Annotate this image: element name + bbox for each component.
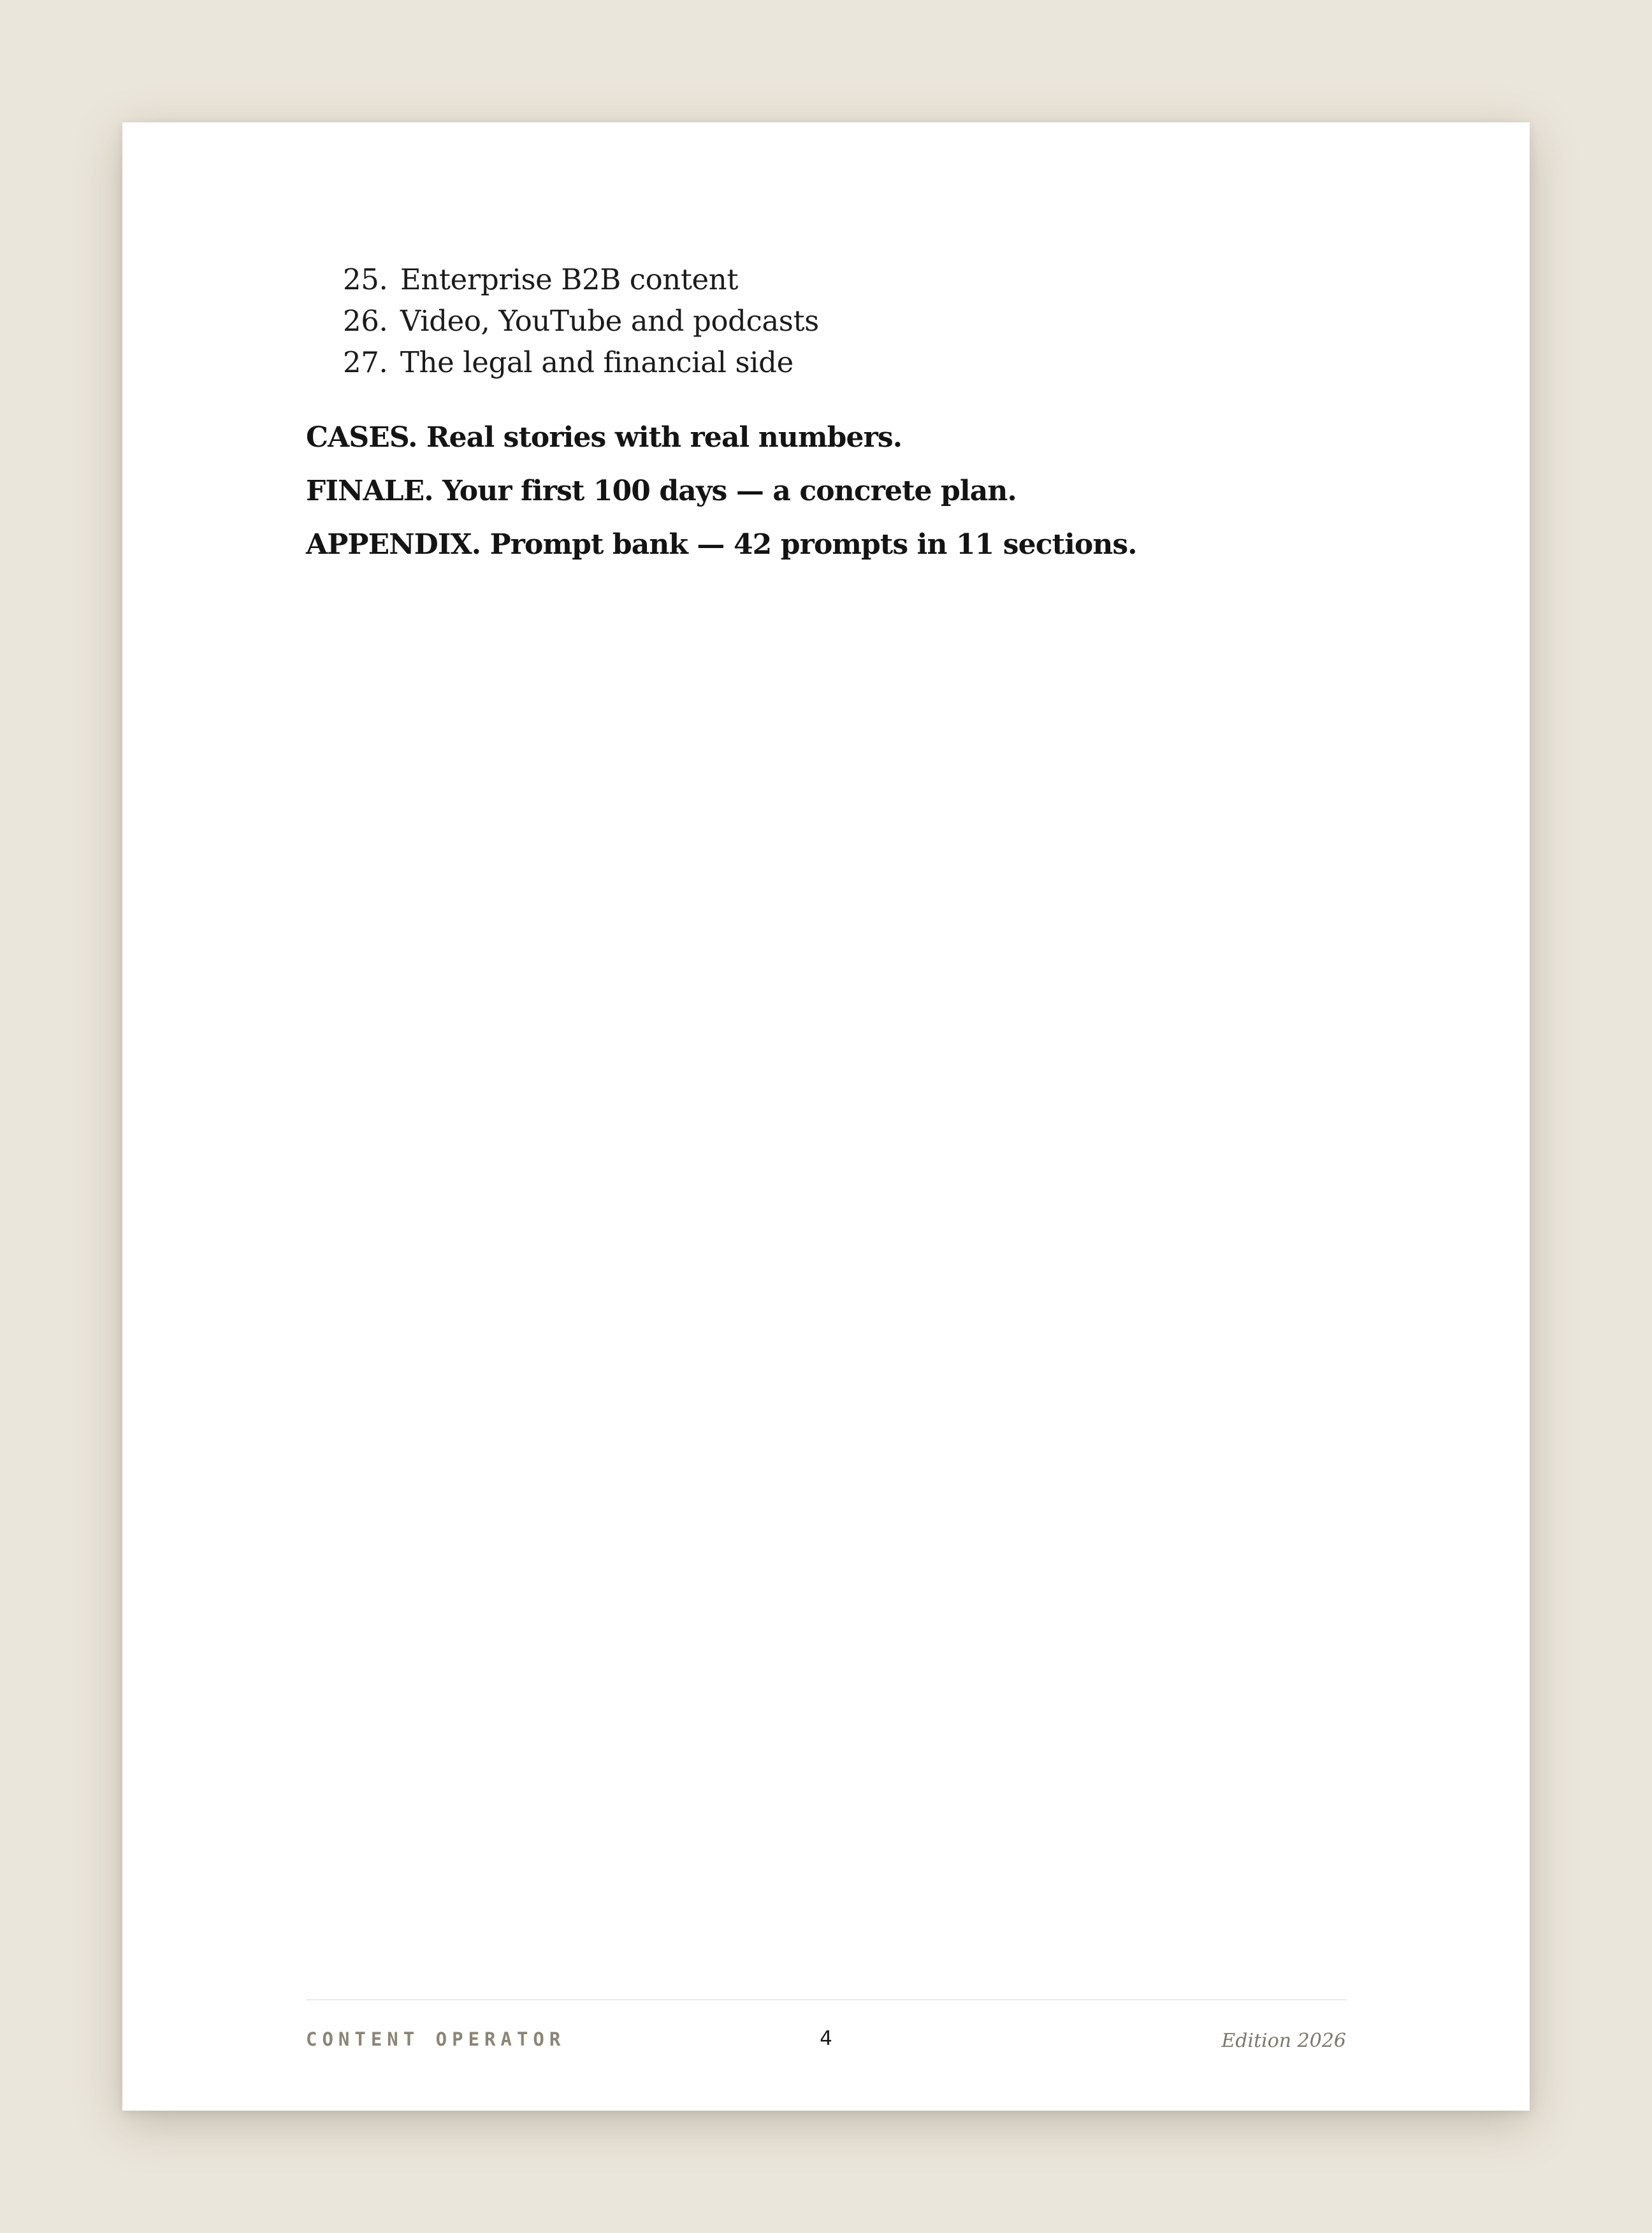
document-page — [122, 122, 1530, 2111]
toc-entry-label: The legal and financial side — [400, 345, 793, 379]
toc-entry-number: 26. — [343, 304, 388, 338]
footer-edition: Edition 2026 — [1221, 2030, 1346, 2052]
page-number: 4 — [820, 2027, 832, 2050]
chapter-list — [306, 259, 1346, 383]
toc-part-appendix[interactable]: APPENDIX. Prompt bank — 42 prompts in 11 sections. — [306, 528, 1137, 561]
page-footer — [306, 1999, 1346, 2077]
toc-entry-label: Video, YouTube and podcasts — [400, 304, 819, 338]
footer-book-title: CONTENT OPERATOR — [306, 2028, 566, 2050]
toc-entry-number: 27. — [343, 345, 388, 379]
toc-entry-25[interactable] — [343, 259, 1346, 300]
toc-entry-27[interactable] — [343, 342, 1346, 383]
toc-entry-label: Enterprise B2B content — [400, 263, 739, 296]
toc-entry-26[interactable] — [343, 300, 1346, 342]
table-of-contents — [306, 259, 1346, 564]
toc-part-cases[interactable]: CASES. Real stories with real numbers. — [306, 421, 902, 454]
toc-part-finale[interactable]: FINALE. Your first 100 days — a concrete plan. — [306, 475, 1017, 507]
toc-entry-number: 25. — [343, 263, 388, 296]
